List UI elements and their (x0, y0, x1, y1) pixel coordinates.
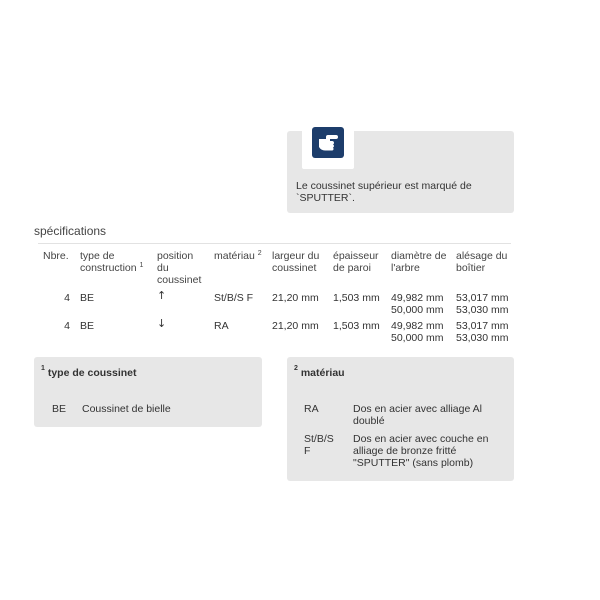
arrow-up-icon: ↑ (157, 289, 167, 302)
cell-materiau: RA (214, 320, 229, 332)
cell-diametre-max: 50,000 mm (391, 304, 444, 316)
cell-materiau: St/B/S F (214, 292, 254, 304)
header-diametre: diamètre de l'arbre (391, 250, 447, 274)
cell-type: BE (80, 320, 95, 332)
cell-alesage-min: 53,017 mm (456, 292, 509, 304)
cell-epaisseur: 1,503 mm (333, 292, 380, 304)
legend-type-code: BE (52, 403, 67, 415)
cell-epaisseur: 1,503 mm (333, 320, 380, 332)
header-nbre: Nbre. (43, 250, 69, 262)
cell-diametre-max: 50,000 mm (391, 332, 444, 344)
cell-alesage-max: 53,030 mm (456, 332, 509, 344)
header-type: type de construction $^1$ (80, 250, 144, 274)
pointing-hand-icon (312, 127, 344, 158)
cell-alesage-max: 53,030 mm (456, 304, 509, 316)
legend-material-desc: Dos en acier avec couche en alliage de bronze fritté "SPUTTER" (sans plomb) (353, 433, 489, 469)
header-alesage: alésage du boîtier (456, 250, 508, 274)
header-epaisseur: épaisseur de paroi (333, 250, 379, 274)
cell-diametre-min: 49,982 mm (391, 320, 444, 332)
header-largeur: largeur du coussinet (272, 250, 320, 274)
legend-material-code: St/B/S F (304, 433, 334, 457)
cell-nbre: 4 (64, 320, 70, 332)
cell-largeur: 21,20 mm (272, 292, 319, 304)
cell-largeur: 21,20 mm (272, 320, 319, 332)
section-title: spécifications (34, 224, 107, 238)
cell-nbre: 4 (64, 292, 70, 304)
legend-material-title: $^2$ matériau (294, 365, 345, 379)
header-position: position du coussinet (157, 250, 202, 286)
divider (38, 243, 511, 244)
legend-type-title: $^1$ type de coussinet (41, 365, 137, 379)
cell-alesage-min: 53,017 mm (456, 320, 509, 332)
arrow-down-icon: ↓ (157, 317, 167, 330)
legend-type-desc: Coussinet de bielle (82, 403, 171, 415)
note-text: Le coussinet supérieur est marqué de `SPUTTER`. (296, 180, 472, 204)
legend-material-code: RA (304, 403, 319, 415)
cell-type: BE (80, 292, 95, 304)
cell-diametre-min: 49,982 mm (391, 292, 444, 304)
legend-material-desc: Dos en acier avec alliage Al doublé (353, 403, 482, 427)
header-materiau: matériau $^2$ (214, 250, 262, 262)
